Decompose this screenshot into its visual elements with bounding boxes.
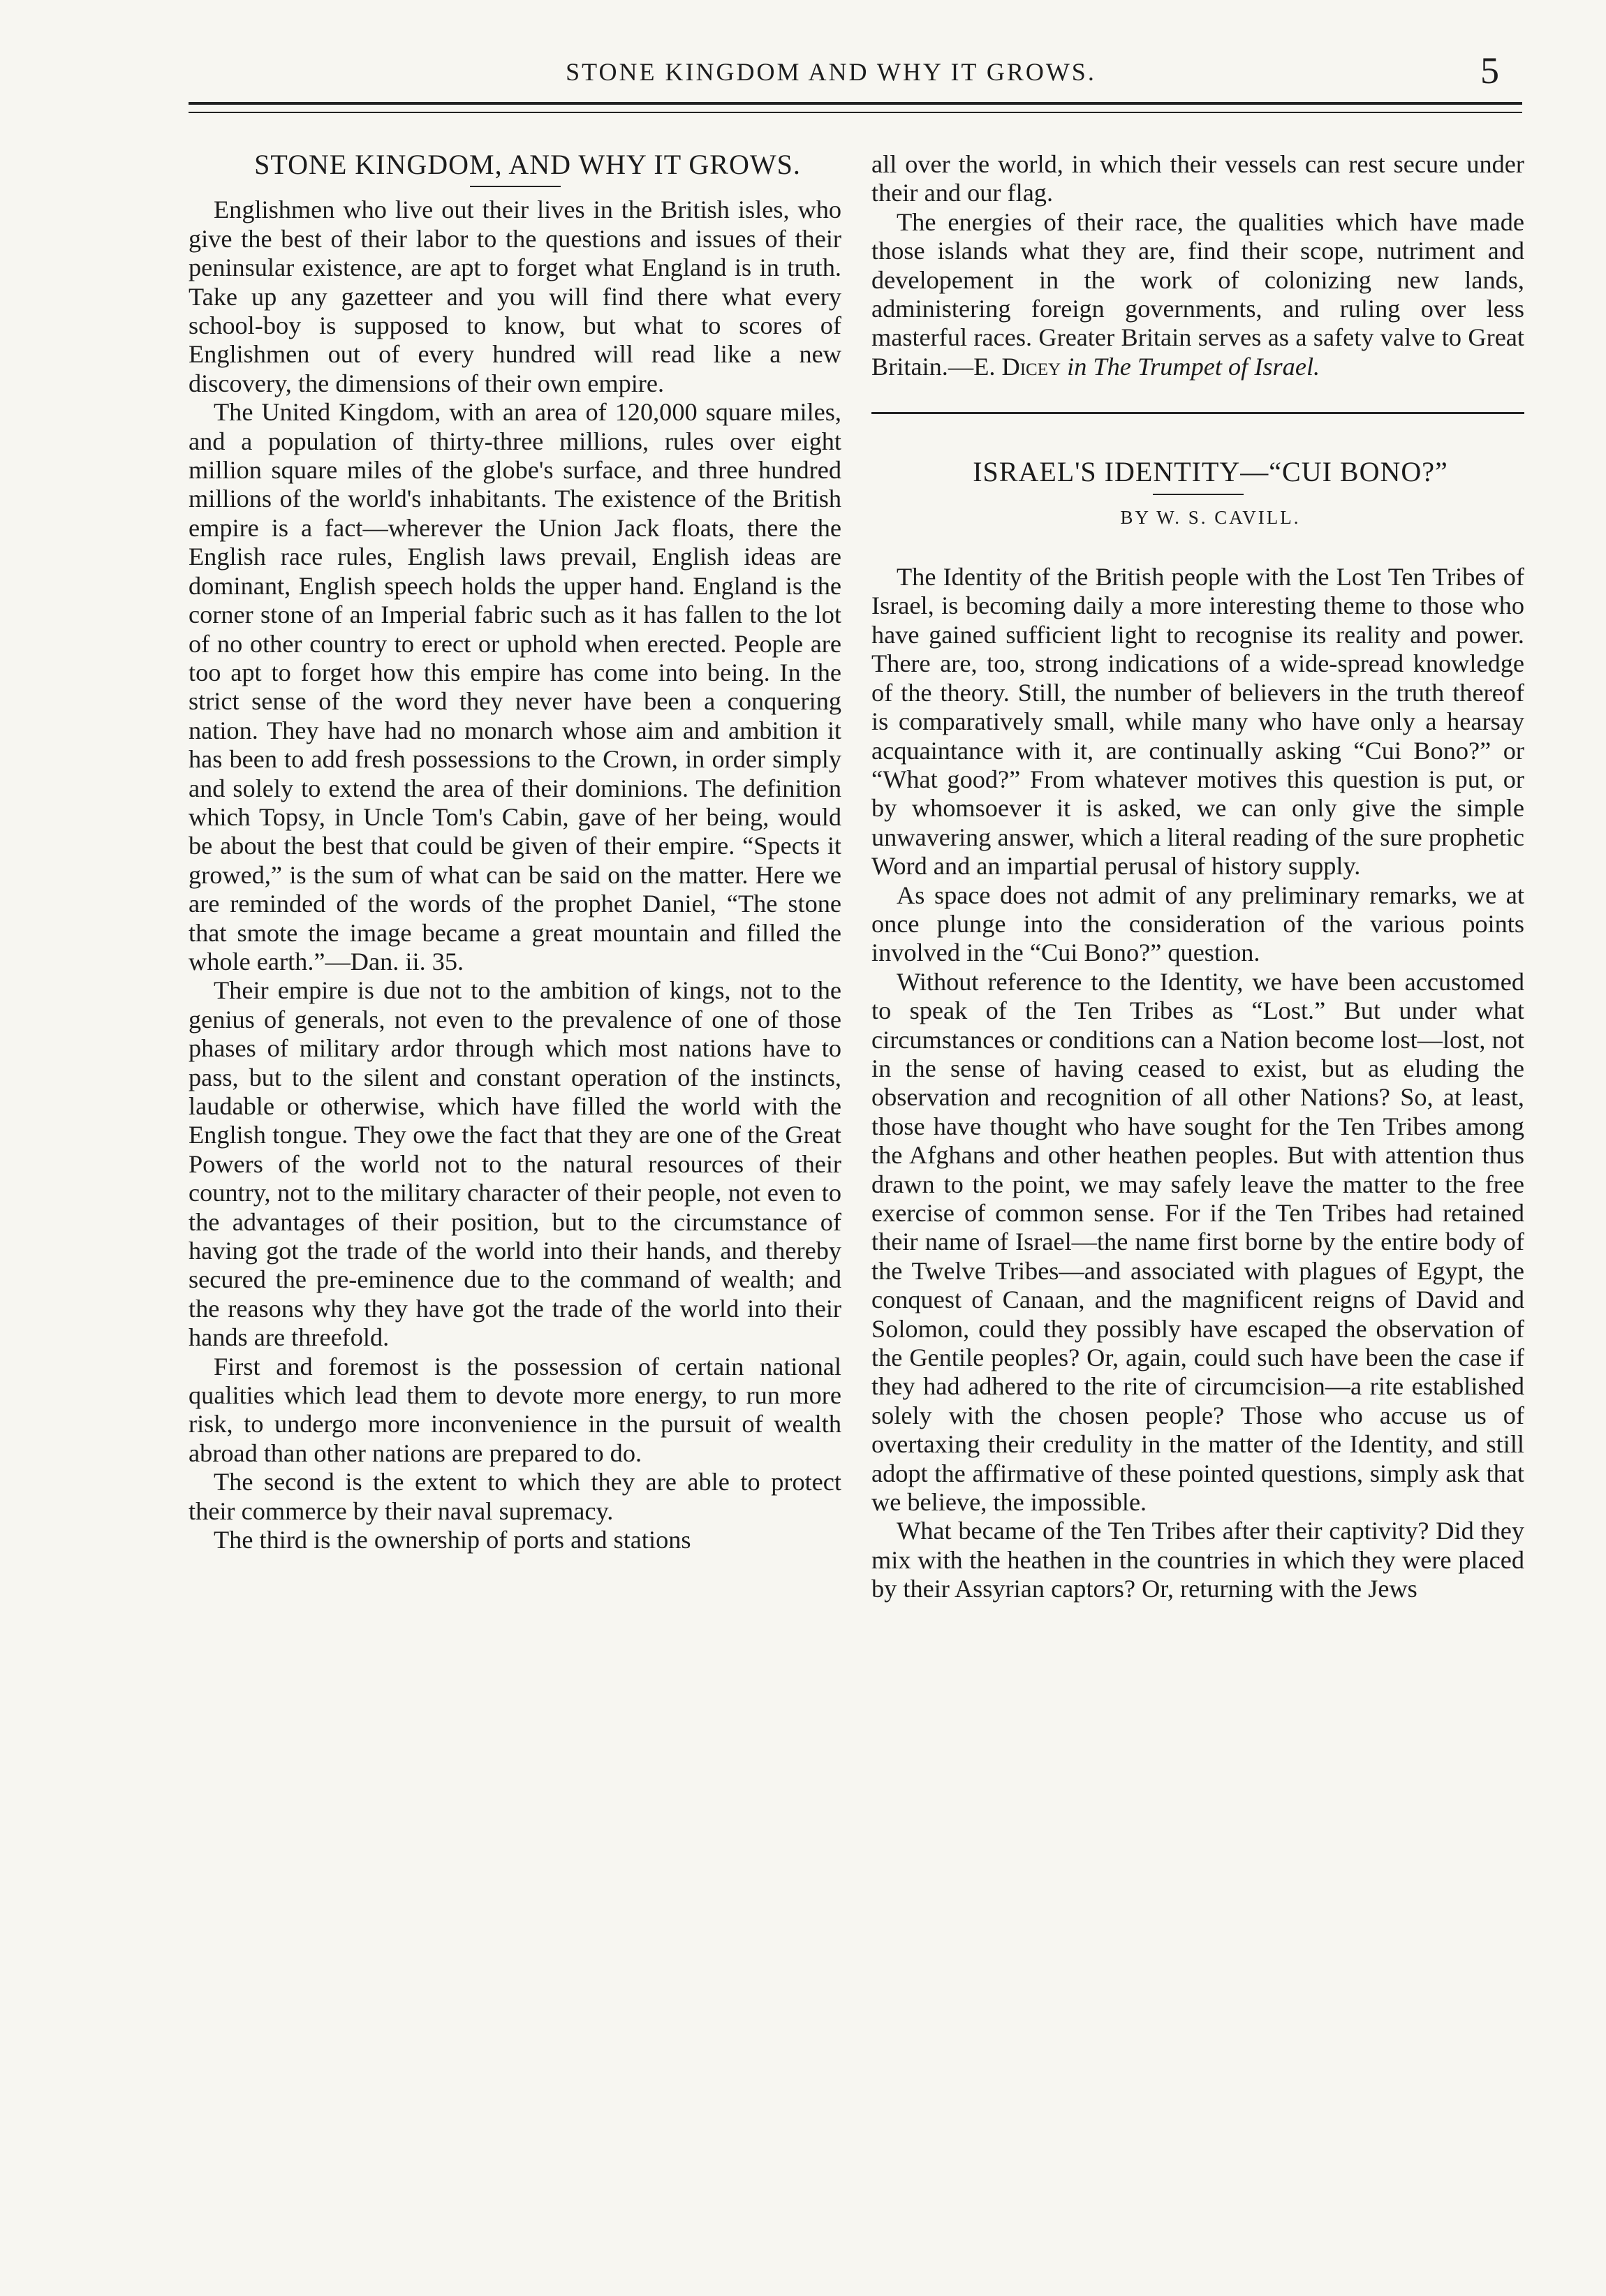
paragraph: The third is the ownership of ports and stations [214, 1526, 691, 1554]
page-number: 5 [1480, 50, 1499, 91]
signature-source: in The Trumpet of Israel. [1067, 352, 1320, 381]
paragraph: The second is the extent to which they are able to protect their commerce by their naval supremacy. [189, 1468, 841, 1525]
paragraph: Englishmen who live out their lives in the British isles, who give the best of their labor to the questions and issues of their peninsular existence, are apt to forget what England is in truth. Take up any gazetteer and you will find there what every school-boy is supposed to know, but what to scores of Englishmen out of every hundred will read like a new discovery, the dimensions of their own empire. [189, 196, 841, 397]
byline: BY W. S. CAVILL. [1120, 506, 1301, 528]
left-column [189, 150, 841, 1555]
title-rule [470, 186, 561, 187]
paragraph: What became of the Ten Tribes after their captivity? Did they mix with the heathen in the countries in which they were placed by their Assyrian captors? Or, returning with the Jews [871, 1517, 1524, 1603]
paragraph: As space does not admit of any preliminary remarks, we at once plunge into the consideration of the various points involved in the “Cui Bono?” question. [871, 881, 1524, 967]
header-rule [189, 102, 1522, 105]
right-column [871, 150, 1524, 1604]
paragraph-continued: all over the world, in which their vessels can rest secure under their and our flag. [871, 150, 1524, 207]
article-title: STONE KINGDOM, AND WHY IT GROWS. [254, 149, 801, 180]
paragraph: The United Kingdom, with an area of 120,000 square miles, and a population of thirty-three millions, rules over eight million square miles of the globe's surface, and three hundred millions of the world's inhabitants. The existence of the British empire is a fact—wherever the Union Jack floats, there the English race rules, English laws prevail, English ideas are dominant, English speech holds the upper hand. England is the corner stone of an Imperial fabric such as it has fallen to the lot of no other country to erect or uphold when erected. People are too apt to forget how this empire has come into being. In the strict sense of the word they never have been a conquering nation. They have had no monarch whose aim and ambition it has been to add fresh possessions to the Crown, in order simply and solely to extend the area of their dominions. The definition which Topsy, in Uncle Tom's Cabin, gave of her being, would be about the best that could be given of their empire. “Spects it growed,” is the sum of what can be said on the matter. Here we are reminded of the words of the prophet Daniel, “The stone that smote the image became a great mountain and filled the whole earth.”—Dan. ii. 35. [189, 398, 841, 976]
header-rule-thin [189, 112, 1522, 113]
title-rule [1153, 494, 1244, 495]
paragraph-text: The energies of their race, the qualities which have made those islands what they are, find their scope, nutriment and developement in the work of colonizing new lands, administering foreign governments, and ruling over less masterful races. Greater Britain serves as a safety valve to Great Britain. [871, 207, 1524, 381]
paragraph [871, 208, 1524, 381]
article-title: ISRAEL'S IDENTITY—“CUI BONO?” [973, 456, 1448, 488]
paragraph: Without reference to the Identity, we have been accustomed to speak of the Ten Tribes as “Lost.” But under what circumstances or conditions can a Nation become lost—lost, not in the sense of having ceased to exist, but as eluding the observation and recognition of all other Nations? So, at least, those have thought who have sought for the Ten Tribes among the Afghans and other heathen peoples. But with attention thus drawn to the point, we may safely leave the matter to the free exercise of common sense. For if the Ten Tribes had retained their name of Israel—the name first borne by the entire body of the Twelve Tribes—and associated with plagues of Egypt, the conquest of Canaan, and the magnificent reigns of David and Solomon, could they possibly have escaped the observation of the Gentile peoples? Or, again, could such have been the case if they had adhered to the rite of circumcision—a rite established solely with the chosen people? Those who accuse us of overtaxing their credulity in the matter of the Identity, and still adopt the affirmative of these pointed questions, simply ask that we believe, the impossible. [871, 967, 1524, 1517]
running-head: STONE KINGDOM AND WHY IT GROWS. [566, 58, 1096, 86]
section-rule [871, 412, 1524, 414]
signature-author: —E. Dicey [948, 352, 1061, 381]
paragraph: The Identity of the British people with the Lost Ten Tribes of Israel, is becoming daily a more interesting theme to those who have gained sufficient light to recognise its reality and power. There are, too, strong indications of a wide-spread knowledge of the theory. Still, the number of believers in the truth thereof is comparatively small, while many who have only a hearsay acquaintance with it, are continually asking “Cui Bono?” or “What good?” From whatever motives this question is put, or by whomsoever it is asked, we can only give the simple unwavering answer, which a literal reading of the sure prophetic Word and an impartial perusal of history supply. [871, 563, 1524, 881]
paragraph: First and foremost is the possession of certain national qualities which lead them to devote more energy, to run more risk, to undergo more inconvenience in the pursuit of wealth abroad than other nations are prepared to do. [189, 1352, 841, 1467]
paragraph: Their empire is due not to the ambition of kings, not to the genius of generals, not even to the prevalence of one of those phases of military ardor through which most nations have to pass, but to the silent and constant operation of the instincts, laudable or otherwise, which have filled the world with the English tongue. They owe the fact that they are one of the Great Powers of the world not to the natural resources of their country, not to the military character of their people, not even to the advantages of their position, but to the circumstance of having got the trade of the world into their hands, and thereby secured the pre-eminence due to the command of wealth; and the reasons why they have got the trade of the world into their hands are threefold. [189, 976, 841, 1352]
